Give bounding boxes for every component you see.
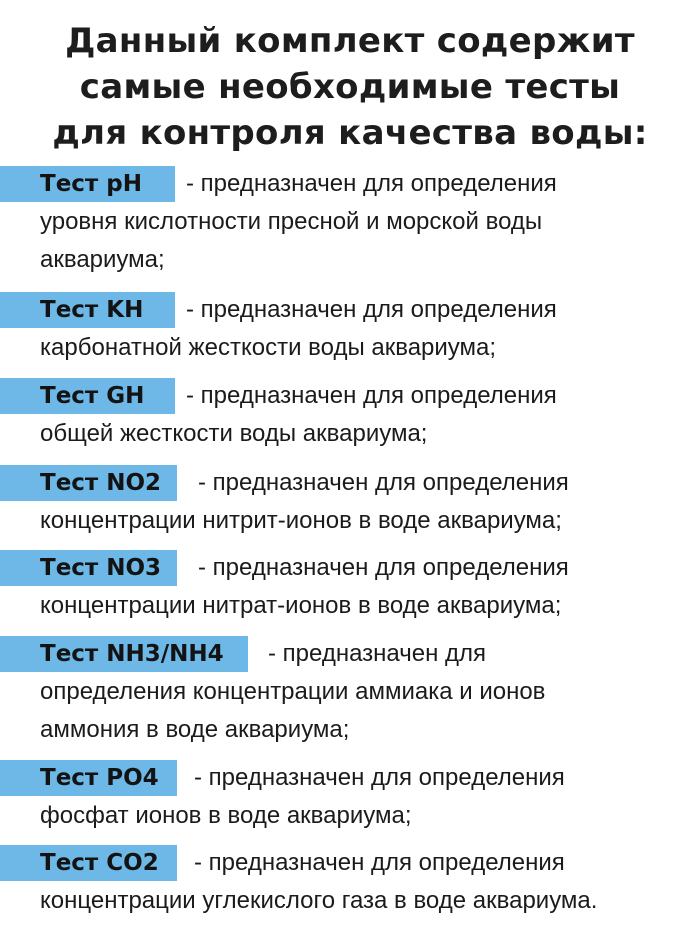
test-description: - предназначен для определения [194, 764, 565, 791]
test-description-line: определения концентрации аммиака и ионов [40, 678, 546, 705]
test-description: - предназначен для [268, 640, 487, 667]
test-description-line: аквариума; [40, 246, 165, 273]
test-badge: Тест GH [0, 378, 175, 414]
test-badge: Тест PO4 [0, 760, 177, 796]
test-description: - предназначен для определения [194, 849, 565, 876]
test-description: - предназначен для определения [198, 554, 569, 581]
test-description-line: аммония в воде аквариума; [40, 716, 350, 743]
title-line-1: Данный комплект содержит [65, 21, 635, 61]
test-description: - предназначен для определения [186, 382, 557, 409]
test-description: - предназначен для определения [198, 469, 569, 496]
test-description: - предназначен для определения [186, 170, 557, 197]
test-description-line: карбонатной жесткости воды аквариума; [40, 334, 497, 361]
test-badge: Тест NO2 [0, 465, 177, 501]
test-badge: Тест NH3/NH4 [0, 636, 248, 672]
test-badge: Тест KH [0, 292, 175, 328]
test-description: - предназначен для определения [186, 296, 557, 323]
test-badge: Тест NO3 [0, 550, 177, 586]
test-description-line: фосфат ионов в воде аквариума; [40, 802, 412, 829]
test-description-line: концентрации углекислого газа в воде аквариума. [40, 887, 598, 914]
test-description-line: концентрации нитрит-ионов в воде аквариума; [40, 507, 562, 534]
test-description-line: уровня кислотности пресной и морской воды [40, 208, 543, 235]
page-title [0, 18, 700, 156]
title-line-3: для контроля качества воды: [52, 113, 648, 153]
test-description-line: общей жесткости воды аквариума; [40, 420, 428, 447]
title-line-2: самые необходимые тесты [79, 67, 621, 107]
test-badge: Тест CO2 [0, 845, 177, 881]
test-description-line: концентрации нитрат-ионов в воде аквариума; [40, 592, 562, 619]
test-badge: Тест pH [0, 166, 175, 202]
